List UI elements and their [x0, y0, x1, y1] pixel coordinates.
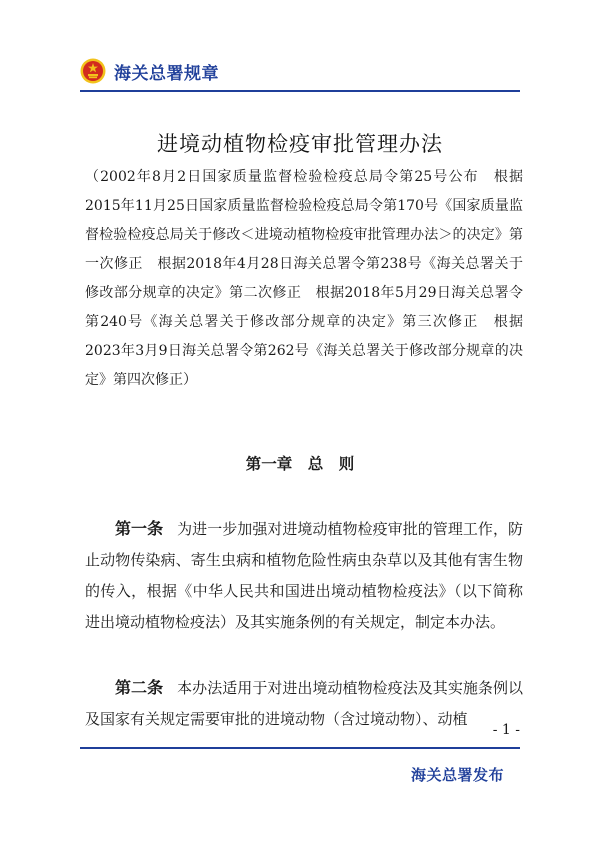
article-1-heading: 第一条 [115, 519, 164, 538]
footer-publisher: 海关总署发布 [410, 766, 504, 784]
page-number: - 1 - [492, 722, 520, 738]
article-2-heading: 第二条 [115, 678, 164, 697]
article-2 [85, 672, 523, 735]
header-title: 海关总署规章 [114, 63, 219, 84]
article-1 [85, 513, 523, 638]
document-title: 进境动植物检疫审批管理办法 [157, 132, 443, 156]
document-header [80, 58, 219, 84]
national-emblem-icon [80, 58, 106, 84]
article-2-text: 本办法适用于对进出境动植物检疫法及其实施条例以及国家有关规定需要审批的进境动物（含过境动物）、动植 [85, 679, 523, 728]
revision-history: （2002年8月2日国家质量监督检验检疫总局令第25号公布 根据2015年11月25日国家质量监督检验检疫总局令第170号《国家质量监督检验检疫总局关于修改＜进境动植物检疫审批管理办法＞的决定》第一次修正 根据2018年4月28日海关总署令第238号《海关总署关于修改部分规章的决定》第二次修正 根据2018年5月29日海关总署令第240号《海关总署关于修改部分规章的决定》第三次修正 根据2023年3月9日海关总署令第262号《海关总署关于修改部分规章的决定》第四次修正） [85, 169, 523, 388]
article-1-text: 为进一步加强对进境动植物检疫审批的管理工作，防止动物传染病、寄生虫病和植物危险性病虫杂草以及其他有害生物的传入，根据《中华人民共和国进出境动植物检疫法》（以下简称进出境动植物检疫法）及其实施条例的有关规定，制定本办法。 [85, 520, 523, 631]
chapter-heading: 第一章 总 则 [245, 455, 355, 473]
footer-divider [80, 747, 520, 749]
header-divider [80, 90, 520, 92]
